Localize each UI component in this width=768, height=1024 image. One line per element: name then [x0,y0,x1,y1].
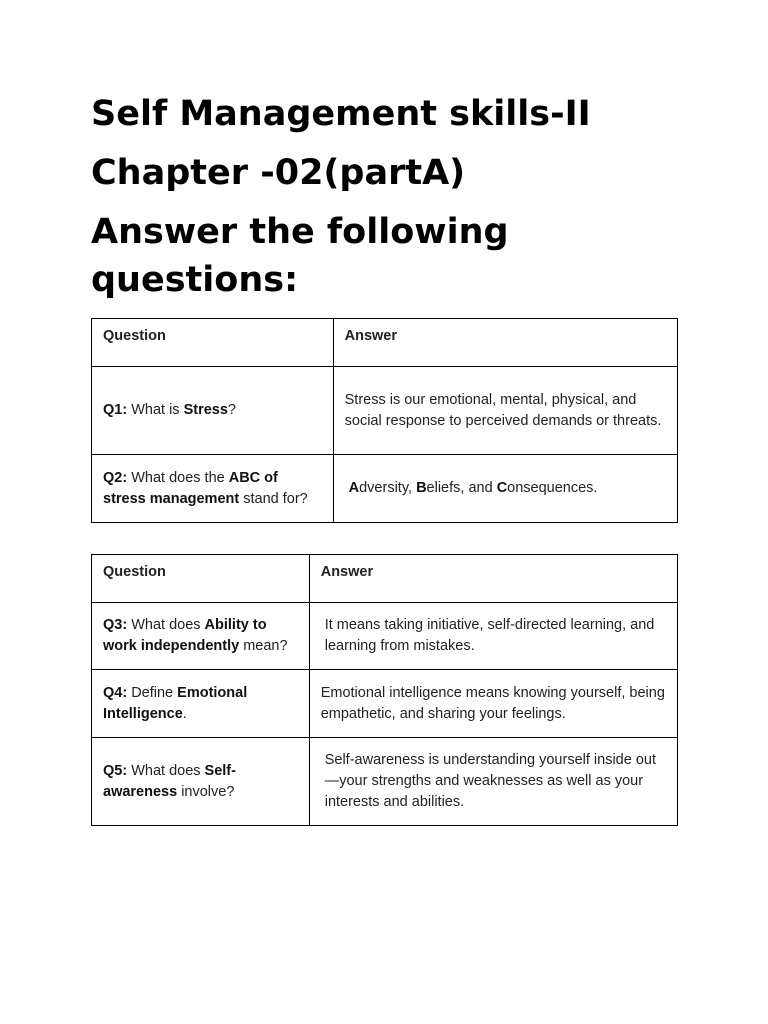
question-text: What is [127,402,184,418]
table-row [92,670,678,738]
document-title: Self Management skills-II [91,94,591,134]
acronym-letter-a: A [348,480,360,496]
answer-cell: It means taking initiative, self-directed learning, and learning from mistakes. [309,603,677,670]
instruction-heading: Answer the following questions: [91,212,509,300]
table-row [92,603,678,670]
acronym-letter-b: B [416,480,427,496]
table-header-row [92,555,678,603]
question-text: mean? [239,638,288,654]
table-header-row [92,319,678,367]
answer-text: dversity, [359,480,417,496]
question-text: What does the [127,469,229,486]
question-number: Q1: [103,402,128,418]
table-row [92,455,678,523]
question-number: Q2: [103,469,128,486]
answer-text: eliefs, and [426,480,497,496]
qa-table-2 [91,554,678,826]
question-text: What does [127,617,205,633]
answer-column-header: Answer [333,319,677,367]
acronym-letter-c: C [496,480,508,496]
question-keyword: Self-awareness [103,762,236,800]
answer-text: onsequences. [507,480,598,496]
question-text: Define [127,684,178,701]
question-cell [92,603,310,670]
question-keyword: Ability to work independently [103,617,267,654]
question-text: What does [127,762,205,779]
question-cell [92,455,334,523]
answer-column-header: Answer [309,555,677,603]
question-number: Q5: [103,762,128,779]
question-keyword: ABC of stress management [103,469,278,507]
question-number: Q3: [103,617,128,633]
table-row [92,738,678,826]
question-column-header: Question [92,319,334,367]
question-text: . [182,705,187,722]
question-keyword: Stress [183,402,228,418]
answer-cell: Stress is our emotional, mental, physical, and social response to perceived demands or threats. [333,367,677,455]
question-cell [92,367,334,455]
qa-table-1 [91,318,678,523]
answer-cell: Self-awareness is understanding yourself inside out—your strengths and weaknesses as well as your interests and abilities. [309,738,677,826]
question-text: involve? [177,783,235,800]
question-column-header: Question [92,555,310,603]
table-row [92,367,678,455]
question-cell [92,738,310,826]
chapter-title: Chapter -02(partA) [91,153,466,193]
question-number: Q4: [103,684,128,701]
answer-cell: Emotional intelligence means knowing yourself, being empathetic, and sharing your feelings. [309,670,677,738]
question-text: ? [227,402,236,418]
question-keyword: Emotional Intelligence [103,684,248,722]
question-text: stand for? [239,490,308,507]
answer-cell [333,455,677,523]
question-cell [92,670,310,738]
